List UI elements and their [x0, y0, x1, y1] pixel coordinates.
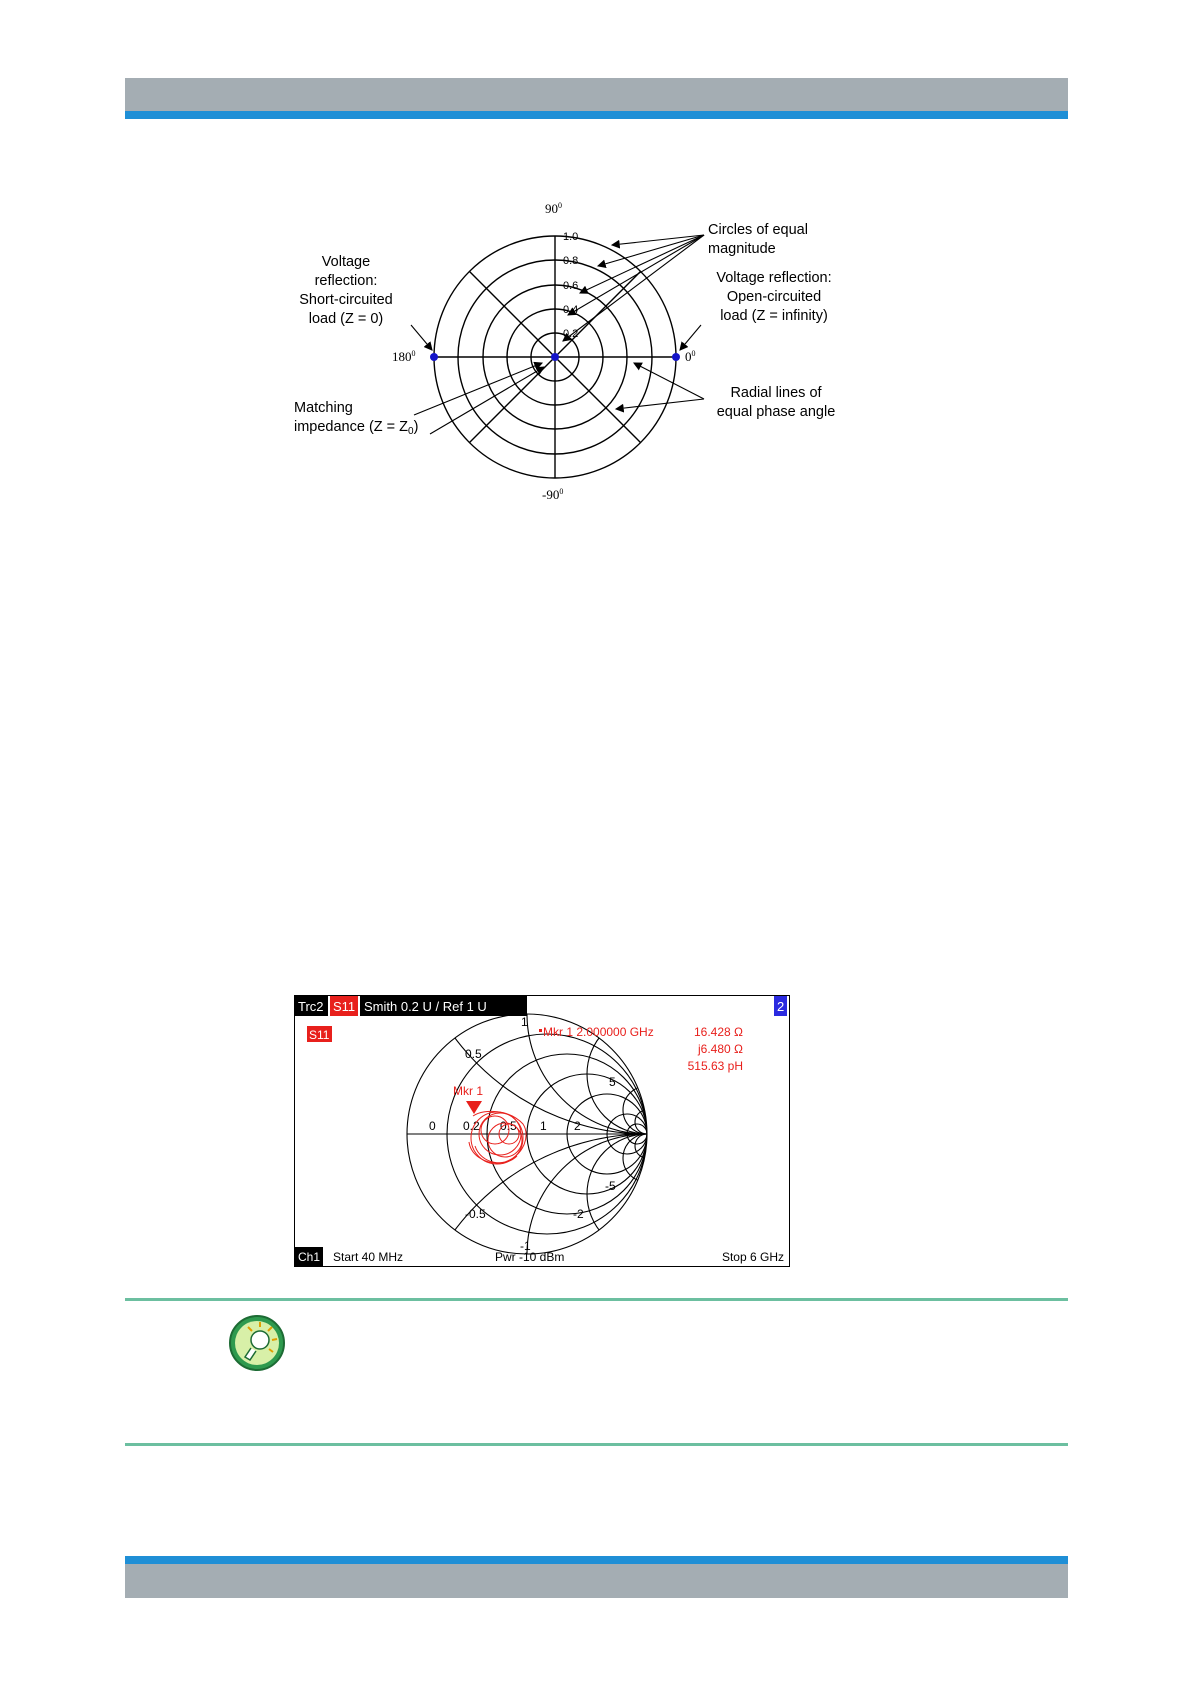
angle-180: $180^0$: [392, 349, 416, 364]
svg-text:1: 1: [540, 1119, 547, 1133]
svg-text:magnitude: magnitude: [708, 241, 776, 257]
svg-text:5: 5: [609, 1075, 616, 1089]
svg-text:j6.480 Ω: j6.480 Ω: [698, 1042, 743, 1056]
note-top-rule: [125, 1298, 1068, 1301]
page-footer-accent: [125, 1556, 1068, 1564]
short-circuit-annotation: [299, 254, 392, 327]
mag-label-06: 0.6: [563, 280, 579, 292]
marker-info: Mkr 1 2.000000 GHz: [543, 1025, 654, 1039]
svg-text:impedance (Z = Z0): impedance $(Z = Z_0)$: [294, 419, 419, 437]
mag-label-04: 0.4: [563, 304, 579, 316]
circles-annotation: [708, 222, 808, 257]
marker-1-label: Mkr 1: [453, 1084, 483, 1098]
svg-text:equal phase angle: equal phase angle: [716, 404, 836, 420]
svg-text:-2: -2: [573, 1207, 584, 1221]
svg-text:Radial lines of: Radial lines of: [730, 385, 822, 401]
trace-badge-label: S11: [309, 1028, 330, 1042]
svg-text:reflection:: reflection:: [314, 273, 378, 289]
mag-label-08: 0.8: [563, 255, 579, 267]
svg-text:Circles of equal: Circles of equal: [708, 222, 808, 238]
svg-text:load (Z = infinity): load (Z = infinity): [720, 308, 828, 324]
marker-info-dot: [539, 1029, 542, 1032]
svg-text:0.5: 0.5: [500, 1119, 517, 1133]
start-frequency[interactable]: Start 40 MHz: [333, 1250, 404, 1264]
note-bottom-rule: [125, 1443, 1068, 1446]
svg-text:-5: -5: [605, 1179, 616, 1193]
page-header-accent: [125, 111, 1068, 119]
open-circuit-annotation: [716, 270, 831, 324]
open-arrow: [680, 325, 701, 350]
tip-lightbulb-icon: [227, 1313, 287, 1373]
radial-annotation: [717, 385, 836, 420]
svg-text:Short-circuited: Short-circuited: [299, 292, 393, 308]
svg-text:load (Z = 0): load (Z = 0): [308, 311, 384, 327]
svg-text:-1: -1: [520, 1239, 531, 1253]
svg-text:-0.5: -0.5: [465, 1207, 486, 1221]
svg-text:Voltage reflection:: Voltage reflection:: [716, 270, 832, 286]
angle-0: $0^0$: [685, 349, 696, 364]
svg-text:515.63 pH: 515.63 pH: [687, 1059, 743, 1073]
matching-annotation: [294, 400, 418, 437]
svg-text:Matching: Matching: [294, 400, 353, 416]
short-arrow: [411, 325, 432, 350]
page-footer-bar: [125, 1564, 1068, 1598]
angle-90: $90^0$: [545, 201, 562, 216]
polar-diagram: [280, 195, 880, 505]
angle-neg90: $-90^0$: [542, 487, 564, 502]
svg-text:2: 2: [574, 1119, 581, 1133]
svg-text:1: 1: [521, 1015, 528, 1029]
radial-arrows: [616, 363, 704, 409]
mag-label-02: 0.2: [563, 328, 579, 340]
svg-text:0.5: 0.5: [465, 1047, 482, 1061]
svg-text:Open-circuited: Open-circuited: [726, 289, 822, 305]
mag-label-10: 1.0: [563, 231, 579, 243]
vna-display: [295, 996, 789, 1266]
svg-text:16.428 Ω: 16.428 Ω: [693, 1025, 743, 1039]
stop-frequency[interactable]: Stop 6 GHz: [721, 1250, 784, 1264]
circles-arrows: [563, 235, 704, 341]
channel-label: Ch1: [298, 1250, 321, 1264]
format-info: Smith 0.2 U / Ref 1 U: [364, 999, 487, 1014]
page-header-bar: [125, 78, 1068, 112]
marker-values: [688, 1025, 743, 1073]
window-number: 2: [777, 999, 785, 1014]
svg-text:0.2: 0.2: [463, 1119, 480, 1133]
marker-1-triangle[interactable]: [466, 1101, 482, 1114]
trace-name: Trc2: [298, 999, 324, 1014]
polar-diagram-figure: [280, 195, 880, 505]
vna-smith-screenshot: [294, 995, 790, 1267]
svg-text:0: 0: [429, 1119, 436, 1133]
svg-text:Voltage: Voltage: [321, 254, 371, 270]
magnitude-labels: [563, 231, 578, 340]
parameter-label: S11: [333, 999, 356, 1014]
power-level[interactable]: Pwr -10 dBm: [495, 1250, 565, 1264]
